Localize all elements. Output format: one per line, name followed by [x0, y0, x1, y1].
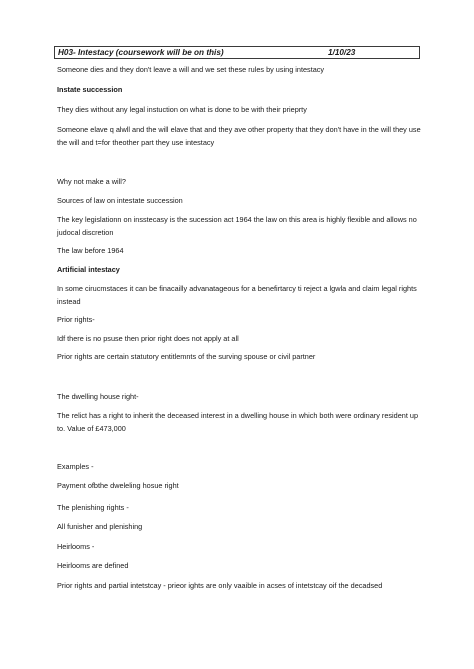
paragraph-key-legislation: The key legislationn on insstecasy is the sucession act 1964 the law on this area is highly flexible and allows no judocal discretion [57, 215, 417, 237]
heading-instate-succession: Instate succession [57, 85, 123, 94]
paragraph-relict-right: The relict has a right to inherit the deceased interest in a dwelling house in which both were ordinary resident up to. Value of £473,000 [57, 411, 418, 433]
paragraph-partial-will: Someone elave q alwll and the will elave that and they ave other property that they don't have in the will they use the will and t=for theother part they use intestacy [57, 125, 421, 147]
paragraph-law-before: The law before 1964 [57, 246, 124, 255]
paragraph-heirlooms-defined: Heirlooms are defined [57, 561, 129, 570]
paragraph-reject-legacy: In some cirucmstaces it can be finacailly advanatageous for a benefirtarcy ti reject a lgwla and claim legal rights instead [57, 284, 417, 306]
paragraph-dwelling-house-label: The dwelling house right- [57, 392, 139, 401]
paragraph-plenishing-label: The plenishing rights - [57, 503, 129, 512]
document-header [54, 46, 420, 59]
paragraph-intro: Someone dies and they don't leave a will and we set these rules by using intestacy [57, 65, 325, 74]
paragraph-sources: Sources of law on intestate succession [57, 196, 183, 205]
paragraph-statutory-entitlements: Prior rights are certain statutory entitlemnts of the surving spouse or civil partner [57, 352, 316, 361]
paragraph-no-instruction: They dies without any legal instuction on what is done to be with their prieprty [57, 105, 307, 114]
paragraph-examples: Examples - [57, 462, 94, 471]
paragraph-furniture: All funisher and plenishing [57, 522, 143, 531]
document-date: 1/10/23 [328, 48, 356, 57]
paragraph-heirlooms-label: Heirlooms - [57, 542, 95, 551]
paragraph-prior-rights-label: Prior rights- [57, 315, 95, 324]
paragraph-why-will: Why not make a will? [57, 177, 126, 186]
paragraph-no-spouse: Idf there is no psuse then prior right does not apply at all [57, 334, 239, 343]
paragraph-partial-intestacy: Prior rights and partial intetstcay - prieor ights are only vaaible in acses of intetstcay oif the decadsed [57, 581, 383, 590]
heading-artificial-intestacy: Artificial intestacy [57, 265, 120, 274]
paragraph-payment: Payment ofbthe dweleling hosue right [57, 481, 179, 490]
document-title: H03- Intestacy (coursework will be on this) [58, 48, 224, 57]
